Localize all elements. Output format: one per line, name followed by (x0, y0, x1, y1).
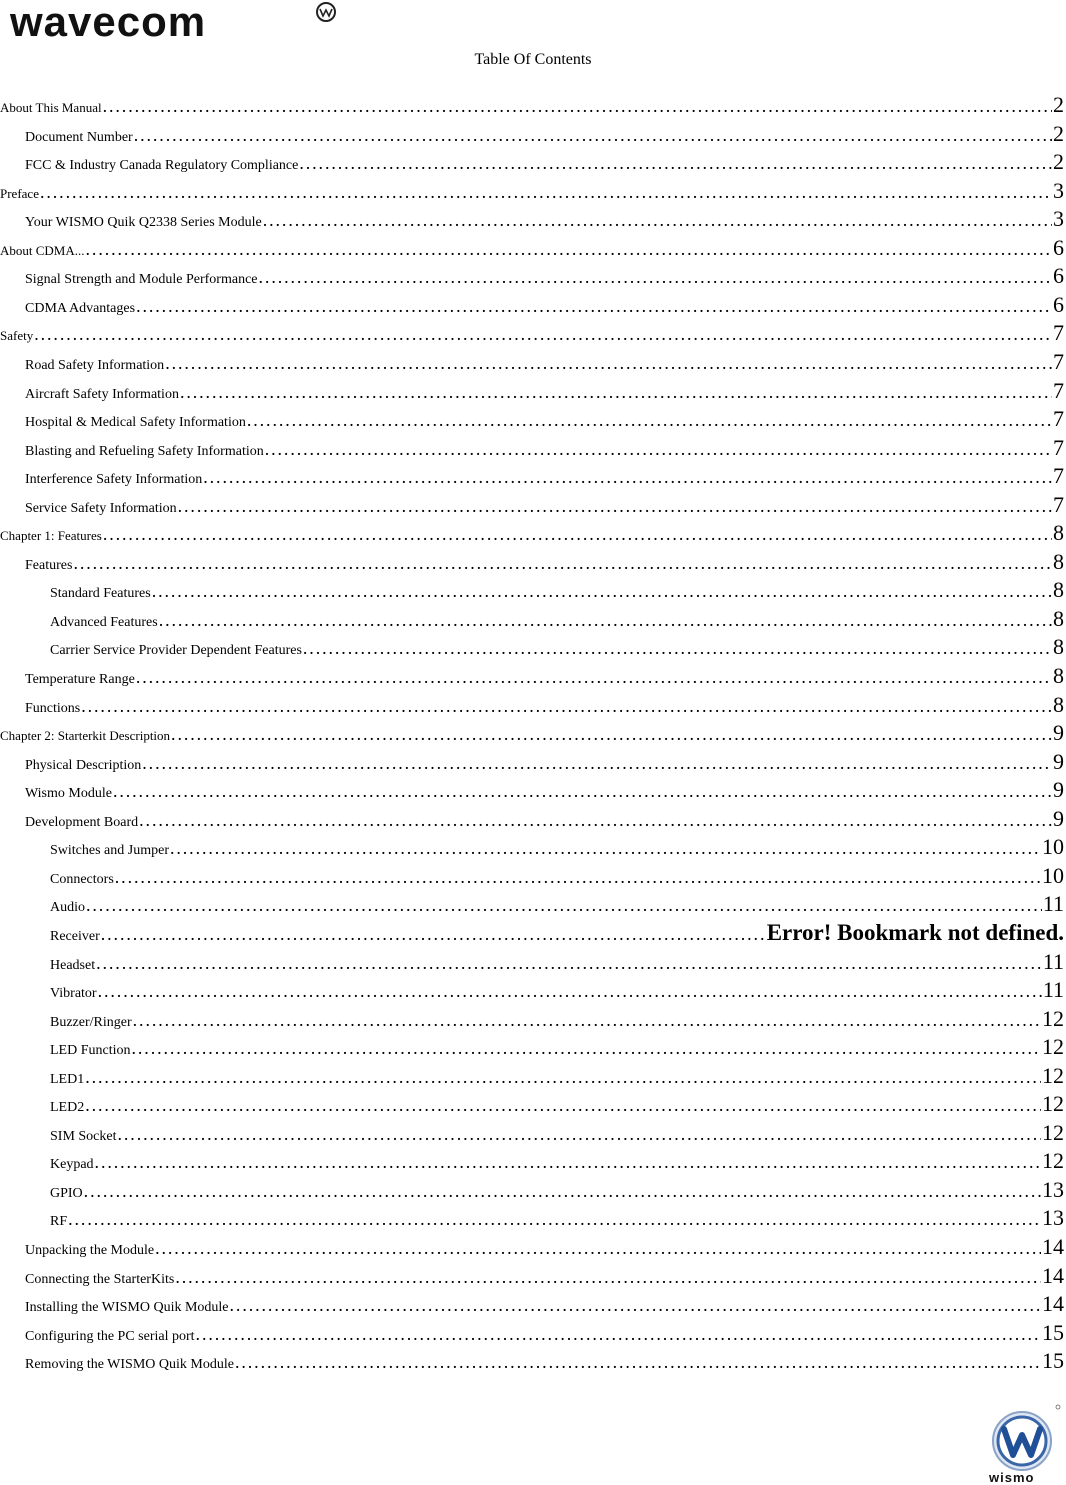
toc-dot-leader (303, 638, 1052, 659)
toc-dot-leader (136, 667, 1052, 688)
toc-entry[interactable] (25, 777, 1064, 805)
toc-entry-page: 2 (1053, 149, 1064, 175)
toc-dot-leader (180, 382, 1052, 403)
toc-entry-page: 8 (1053, 634, 1064, 660)
toc-entry[interactable] (50, 863, 1064, 891)
toc-dot-leader (142, 753, 1052, 774)
toc-entry-page: 7 (1053, 491, 1064, 517)
toc-dot-leader (81, 696, 1052, 717)
toc-dot-leader (133, 1010, 1041, 1031)
toc-entry[interactable] (25, 1263, 1064, 1291)
toc-dot-leader (134, 125, 1052, 146)
toc-dot-leader (98, 981, 1042, 1002)
toc-entry[interactable] (0, 520, 1064, 548)
toc-dot-leader (265, 439, 1052, 460)
toc-entry-label: About CDMA... (0, 242, 85, 258)
toc-entry[interactable] (50, 1148, 1064, 1176)
toc-entry-page: 8 (1053, 605, 1064, 631)
wismo-logo-text: wismo (989, 1470, 1035, 1485)
toc-dot-leader (230, 1295, 1041, 1316)
toc-entry-label: Advanced Features (50, 614, 158, 630)
toc-entry-label: CDMA Advantages (25, 300, 136, 316)
toc-entry-page: 7 (1053, 463, 1064, 489)
toc-entry-page: 9 (1053, 777, 1064, 803)
toc-entry[interactable] (50, 1063, 1064, 1091)
toc-dot-leader (96, 953, 1042, 974)
toc-entry-label: Preface (0, 185, 39, 201)
toc-entry-label: GPIO (50, 1185, 83, 1201)
toc-entry-label: SIM Socket (50, 1128, 117, 1144)
toc-entry-page: 3 (1053, 206, 1064, 232)
toc-entry[interactable] (25, 749, 1064, 777)
toc-entry[interactable] (50, 1091, 1064, 1119)
toc-entry-page: 14 (1042, 1291, 1064, 1317)
toc-dot-leader (86, 239, 1052, 260)
toc-entry-label: Development Board (25, 814, 139, 830)
toc-entry[interactable] (0, 720, 1064, 748)
toc-dot-leader (171, 724, 1052, 745)
toc-entry[interactable] (50, 834, 1064, 862)
toc-dot-leader (103, 524, 1052, 545)
toc-entry-page: 10 (1042, 834, 1064, 860)
wismo-logo (980, 1403, 1062, 1485)
toc-entry-page: 10 (1042, 862, 1064, 888)
toc-entry-label: Functions (25, 700, 81, 716)
toc-entry-page: 8 (1053, 577, 1064, 603)
toc-entry-page: 12 (1042, 1005, 1064, 1031)
toc-entry-label: Signal Strength and Module Performance (25, 272, 258, 288)
toc-dot-leader (84, 1181, 1041, 1202)
toc-entry[interactable] (25, 463, 1064, 491)
toc-entry-label: Blasting and Refueling Safety Information (25, 443, 264, 459)
toc-entry[interactable] (25, 1348, 1064, 1376)
toc-entry[interactable] (25, 806, 1064, 834)
toc-dot-leader (85, 1067, 1041, 1088)
toc-entry-page: 9 (1053, 748, 1064, 774)
toc-entry-page: 2 (1053, 120, 1064, 146)
toc-entry-page: 7 (1053, 434, 1064, 460)
toc-dot-leader (68, 1209, 1041, 1230)
toc-entry-label: Keypad (50, 1157, 94, 1173)
toc-entry[interactable] (50, 577, 1064, 605)
toc-dot-leader (132, 1038, 1042, 1059)
toc-dot-leader (101, 924, 766, 945)
toc-entry-page: 11 (1042, 977, 1064, 1003)
toc-dot-leader (196, 1324, 1041, 1345)
toc-entry[interactable] (25, 292, 1064, 320)
toc-entry-page: 9 (1053, 720, 1064, 746)
toc-entry[interactable] (25, 663, 1064, 691)
toc-entry[interactable] (50, 977, 1064, 1005)
toc-entry-page: 7 (1053, 348, 1064, 374)
toc-dot-leader (159, 610, 1052, 631)
toc-entry-page: 6 (1053, 263, 1064, 289)
toc-dot-leader (175, 1267, 1041, 1288)
toc-entry-label: Road Safety Information (25, 357, 165, 373)
toc-entry[interactable] (0, 178, 1064, 206)
toc-entry-label: LED Function (50, 1043, 131, 1059)
page-title: Table Of Contents (474, 51, 592, 68)
toc-entry[interactable] (50, 891, 1064, 919)
toc-entry-page: 8 (1053, 691, 1064, 717)
toc-entry-page: 9 (1053, 805, 1064, 831)
toc-entry[interactable] (0, 320, 1064, 348)
toc-dot-leader (178, 496, 1052, 517)
toc-entry-page: 14 (1042, 1234, 1064, 1259)
toc-entry-label: Headset (50, 957, 96, 973)
toc-entry-label: Audio (50, 900, 85, 916)
toc-entry-label: Buzzer/Ringer (50, 1014, 132, 1030)
toc-entry-page: 11 (1042, 891, 1064, 917)
toc-entry-page: 7 (1053, 377, 1064, 403)
toc-dot-leader (152, 581, 1052, 602)
toc-dot-leader (103, 96, 1052, 117)
toc-dot-leader (118, 1124, 1042, 1145)
toc-entry[interactable] (25, 149, 1064, 177)
toc-dot-leader (263, 210, 1052, 231)
toc-entry-label: Aircraft Safety Information (25, 386, 179, 402)
toc-entry-page: 6 (1053, 234, 1064, 260)
toc-entry-label: Standard Features (50, 586, 151, 602)
toc-entry[interactable] (0, 92, 1064, 120)
toc-entry-page: 12 (1042, 1034, 1064, 1060)
toc-entry-label: Switches and Jumper (50, 843, 169, 859)
toc-entry-page: 8 (1053, 663, 1064, 688)
toc-entry[interactable] (25, 349, 1064, 377)
toc-entry-label: Features (25, 557, 73, 573)
toc-entry-page: 3 (1053, 177, 1064, 203)
toc-entry-page: 12 (1042, 1148, 1064, 1174)
toc-entry[interactable] (25, 406, 1064, 434)
toc-dot-leader (299, 153, 1052, 174)
toc-dot-leader (155, 1238, 1041, 1259)
toc-entry-page: 15 (1042, 1319, 1064, 1345)
toc-entry-label: Interference Safety Information (25, 472, 203, 488)
toc-entry-label: LED2 (50, 1100, 85, 1116)
toc-dot-leader (86, 895, 1042, 916)
toc-entry[interactable] (50, 949, 1064, 977)
toc-entry-page: 13 (1042, 1205, 1064, 1231)
toc-entry[interactable] (50, 1006, 1064, 1034)
toc-entry-page: 7 (1053, 406, 1064, 432)
toc-entry-page: 8 (1053, 548, 1064, 574)
toc-entry-label: Service Safety Information (25, 500, 177, 516)
toc-entry-label: Connectors (50, 871, 114, 887)
toc-entry-label: Temperature Range (25, 672, 135, 687)
toc-entry[interactable] (50, 634, 1064, 662)
toc-entry-label: Safety (0, 328, 34, 344)
toc-entry[interactable] (50, 1205, 1064, 1233)
toc-entry[interactable] (0, 235, 1064, 263)
toc-entry-page: 13 (1042, 1176, 1064, 1202)
toc-entry[interactable] (25, 435, 1064, 463)
toc-entry-label: Unpacking the Module (25, 1243, 155, 1258)
toc-entry-label: Document Number (25, 129, 133, 145)
toc-dot-leader (235, 1352, 1041, 1373)
toc-dot-leader (165, 353, 1052, 374)
toc-dot-leader (247, 410, 1052, 431)
toc-entry-page: 11 (1042, 948, 1064, 974)
toc-entry-page: 8 (1053, 520, 1064, 546)
toc-entry-label: Connecting the StarterKits (25, 1271, 175, 1287)
toc-entry[interactable] (25, 549, 1064, 577)
toc-entry-label: Chapter 1: Features (0, 528, 102, 544)
toc-entry-page: 2 (1053, 92, 1064, 117)
toc-entry-error: Error! Bookmark not defined. (766, 919, 1064, 945)
toc-entry-label: Configuring the PC serial port (25, 1328, 195, 1344)
toc-entry[interactable] (25, 492, 1064, 520)
toc-dot-leader (40, 182, 1052, 203)
toc-dot-leader (95, 1152, 1041, 1173)
toc-dot-leader (259, 267, 1052, 288)
wavecom-logo-text: wavecom (10, 0, 207, 44)
toc-dot-leader (203, 467, 1052, 488)
toc-entry[interactable] (25, 1234, 1064, 1262)
toc-entry-label: About This Manual (0, 100, 102, 115)
toc-entry-page: 7 (1053, 320, 1064, 346)
toc-entry-page: 6 (1053, 291, 1064, 317)
toc-entry-page: 15 (1042, 1348, 1064, 1374)
toc-entry[interactable] (50, 606, 1064, 634)
toc-dot-leader (85, 1095, 1041, 1116)
toc-entry-label: LED1 (50, 1071, 85, 1087)
toc-dot-leader (139, 810, 1052, 831)
toc-entry-label: Chapter 2: Starterkit Description (0, 728, 171, 744)
toc-dot-leader (115, 867, 1041, 888)
toc-entry-label: Installing the WISMO Quik Module (25, 1300, 229, 1316)
toc-dot-leader (136, 296, 1052, 317)
toc-entry-page: 12 (1042, 1062, 1064, 1088)
toc-entry[interactable] (25, 263, 1064, 291)
toc-entry-label: Hospital & Medical Safety Information (25, 415, 246, 431)
toc-entry[interactable] (25, 1320, 1064, 1348)
toc-entry-label: Removing the WISMO Quik Module (25, 1357, 234, 1373)
toc-entry[interactable] (25, 121, 1064, 149)
toc-entry[interactable] (25, 378, 1064, 406)
toc-entry-label: Wismo Module (25, 786, 112, 802)
toc-dot-leader (34, 324, 1052, 345)
toc-entry-page: 14 (1042, 1262, 1064, 1288)
toc-entry-page: 12 (1042, 1119, 1064, 1145)
toc-entry-label: Your WISMO Quik Q2338 Series Module (25, 215, 262, 231)
toc-entry[interactable] (25, 1291, 1064, 1319)
toc-entry-label: Vibrator (50, 986, 97, 1002)
toc-entry[interactable] (50, 1120, 1064, 1148)
toc-entry-page: 12 (1042, 1091, 1064, 1117)
wavecom-logo (8, 0, 338, 44)
toc-entry[interactable] (50, 1034, 1064, 1062)
toc-dot-leader (170, 838, 1041, 859)
toc-entry-label: RF (50, 1214, 68, 1230)
toc-entry[interactable] (25, 206, 1064, 234)
toc-entry-label: Carrier Service Provider Dependent Features (50, 643, 302, 659)
toc-entry-label: Receiver (50, 928, 100, 944)
toc-entry-label: Physical Description (25, 757, 142, 773)
toc-entry-label: FCC & Industry Canada Regulatory Compliance (25, 158, 299, 174)
toc-entry[interactable] (25, 692, 1064, 720)
toc-entry[interactable] (50, 920, 1064, 948)
toc-dot-leader (73, 553, 1052, 574)
toc-entry[interactable] (50, 1177, 1064, 1205)
toc-dot-leader (113, 781, 1052, 802)
